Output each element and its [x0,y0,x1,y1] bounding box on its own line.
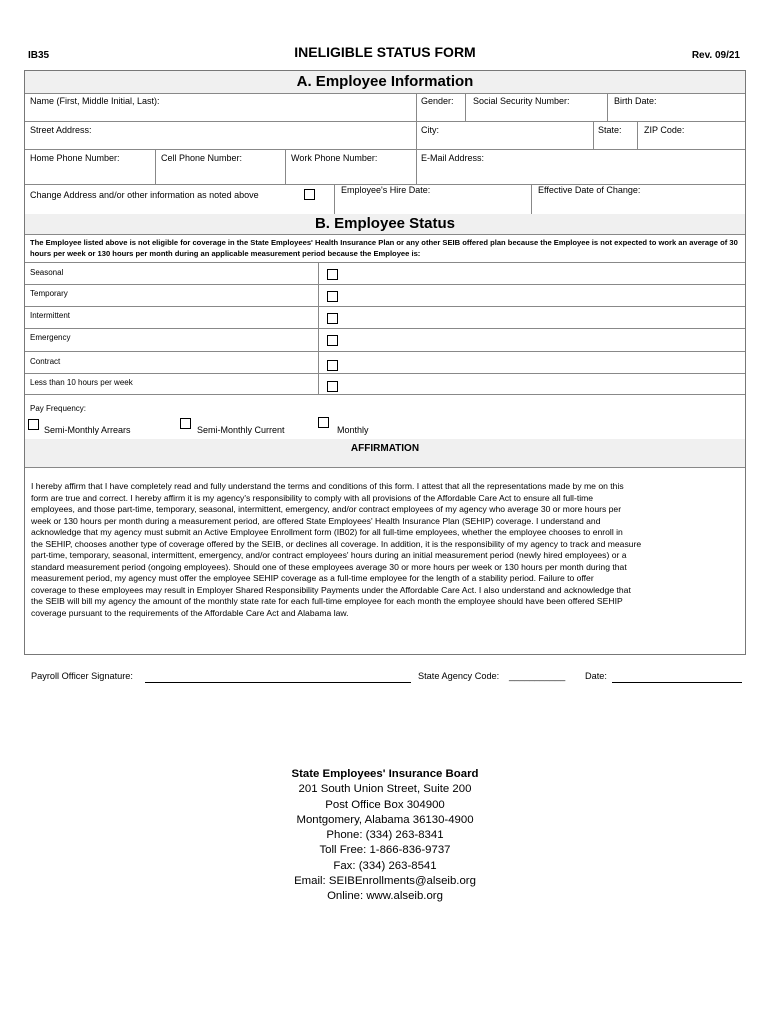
work-phone-label: Work Phone Number: [291,153,378,163]
contact-footer [0,767,770,905]
semi-monthly-current-checkbox[interactable] [180,418,191,429]
street-address-label: Street Address: [30,125,92,135]
state-label: State: [598,125,622,135]
section-a-title: A. Employee Information [25,71,745,93]
affirmation-line: week or 130 hours per month during a measurement period, are offered State Employees' Health Insurance Plan (SEHIP) coverage. I understand and [31,515,601,526]
status-emergency-label: Emergency [30,333,71,342]
org-name: State Employees' Insurance Board [291,768,479,780]
pay-frequency-label: Pay Frequency: [30,404,87,413]
toll-free: Toll Free: 1-866-836-9737 [319,844,451,857]
email-label: E-Mail Address: [421,153,485,163]
affirmation-line: acknowledge that my agency must submit an Active Employee Enrollment form (IB02) for all full-time employees, whether the employee chooses to enroll in [31,527,623,537]
affirmation-text [31,481,741,619]
birth-date-label: Birth Date: [614,96,657,106]
intermittent-checkbox[interactable] [327,313,338,324]
status-less-than-10-label: Less than 10 hours per week [30,378,133,387]
home-phone-label: Home Phone Number: [30,153,120,163]
city-label: City: [421,125,439,135]
date-label: Date: [585,671,607,681]
state-agency-code-label: State Agency Code: [418,671,500,681]
affirmation-line: I hereby affirm that I have completely read and fully understand the terms and conditions of this form. I attest that all the representations made by me on this [31,481,624,491]
form-table [24,70,746,655]
form-title: INELIGIBLE STATUS FORM [294,44,476,60]
semi-monthly-current-label: Semi-Monthly Current [197,425,285,435]
less-than-10-checkbox[interactable] [327,381,338,392]
contract-checkbox[interactable] [327,360,338,371]
ssn-label: Social Security Number: [473,96,570,106]
change-address-checkbox[interactable] [304,189,315,200]
affirmation-line: coverage to these employees may result in Employer Shared Responsibility Payments under the Affordable Care Act. I also understand and acknowledge that [31,584,631,595]
affirmation-line: the SEHIP, chooses another type of coverage offered by the SEIB, or declines all coverage. In addition, it is the responsibility of my agency to track and measure [31,538,642,549]
monthly-checkbox[interactable] [318,417,329,428]
state-agency-code-blank[interactable]: ___________ [509,671,566,681]
name-label: Name (First, Middle Initial, Last): [30,96,160,106]
seasonal-checkbox[interactable] [327,269,338,280]
semi-monthly-arrears-checkbox[interactable] [28,419,39,430]
address-line-1: 201 South Union Street, Suite 200 [298,783,472,796]
status-contract-label: Contract [30,357,61,366]
affirmation-line: measurement period, my agency must offer the employee SEHIP coverage as a full-time employee for the length of a stability period. Failure to offer [31,573,594,583]
affirmation-line: form are true and correct. I hereby affirm it is my agency's responsibility to comply with all provisions of the Affordable Care Act to ensure all full-time [31,492,594,503]
revision-label: Rev. 09/21 [691,50,740,61]
zip-code-label: ZIP Code: [644,125,685,135]
eligibility-notice: The Employee listed above is not eligible for coverage in the State Employees' Health Insurance Plan or any other SEIB offered plan because the Employee is not expected to work an average of 30 hours per week or 130 hours per month during an applicable measurement period because the Employee is: [30,238,738,258]
payroll-signature-label: Payroll Officer Signature: [31,671,133,681]
affirmation-line: standard measurement period (ongoing employees). Should one of these employees average 30 or more hours per week or 130 hours per month during that [31,561,627,572]
status-intermittent-label: Intermittent [30,311,71,320]
affirmation-line: the SEIB will bill my agency the amount of the monthly state rate for each full-time employee for each month the employee should have been offered SEHIP [31,596,623,606]
status-seasonal-label: Seasonal [30,268,64,277]
fax: Fax: (334) 263-8541 [333,859,437,872]
monthly-label: Monthly [337,425,369,435]
status-temporary-label: Temporary [30,289,68,298]
hire-date-label: Employee's Hire Date: [341,185,431,195]
date-line[interactable] [612,682,742,683]
semi-monthly-arrears-label: Semi-Monthly Arrears [44,425,131,435]
cell-phone-label: Cell Phone Number: [161,153,243,163]
payroll-signature-line[interactable] [145,682,411,683]
affirmation-line: coverage pursuant to the requirements of the Affordable Care Act and Alabama law. [31,607,349,618]
affirmation-line: part-time, temporary, seasonal, intermittent, emergency, and/or contract employees' hours during an initial measurement period (newly hired employees) or a [31,550,627,560]
gender-label: Gender: [421,96,454,106]
change-address-label: Change Address and/or other information as noted above [30,190,259,200]
effective-date-label: Effective Date of Change: [538,185,641,195]
affirmation-title: AFFIRMATION [350,443,420,454]
website-link[interactable]: Online: www.alseib.org [327,890,443,903]
emergency-checkbox[interactable] [327,335,338,346]
section-b-title: B. Employee Status [25,214,745,234]
address-line-2: Post Office Box 304900 [325,798,445,811]
phone: Phone: (334) 263-8341 [326,829,444,842]
temporary-checkbox[interactable] [327,291,338,302]
email-link[interactable]: Email: SEIBEnrollments@alseib.org [294,875,476,888]
affirmation-line: employees, and those part-time, temporary, seasonal, intermittent, emergency, and/or contract employees of my agency who average 30 or more hours per [31,504,622,514]
address-line-3: Montgomery, Alabama 36130-4900 [296,813,474,826]
form-code: IB35 [28,50,50,61]
